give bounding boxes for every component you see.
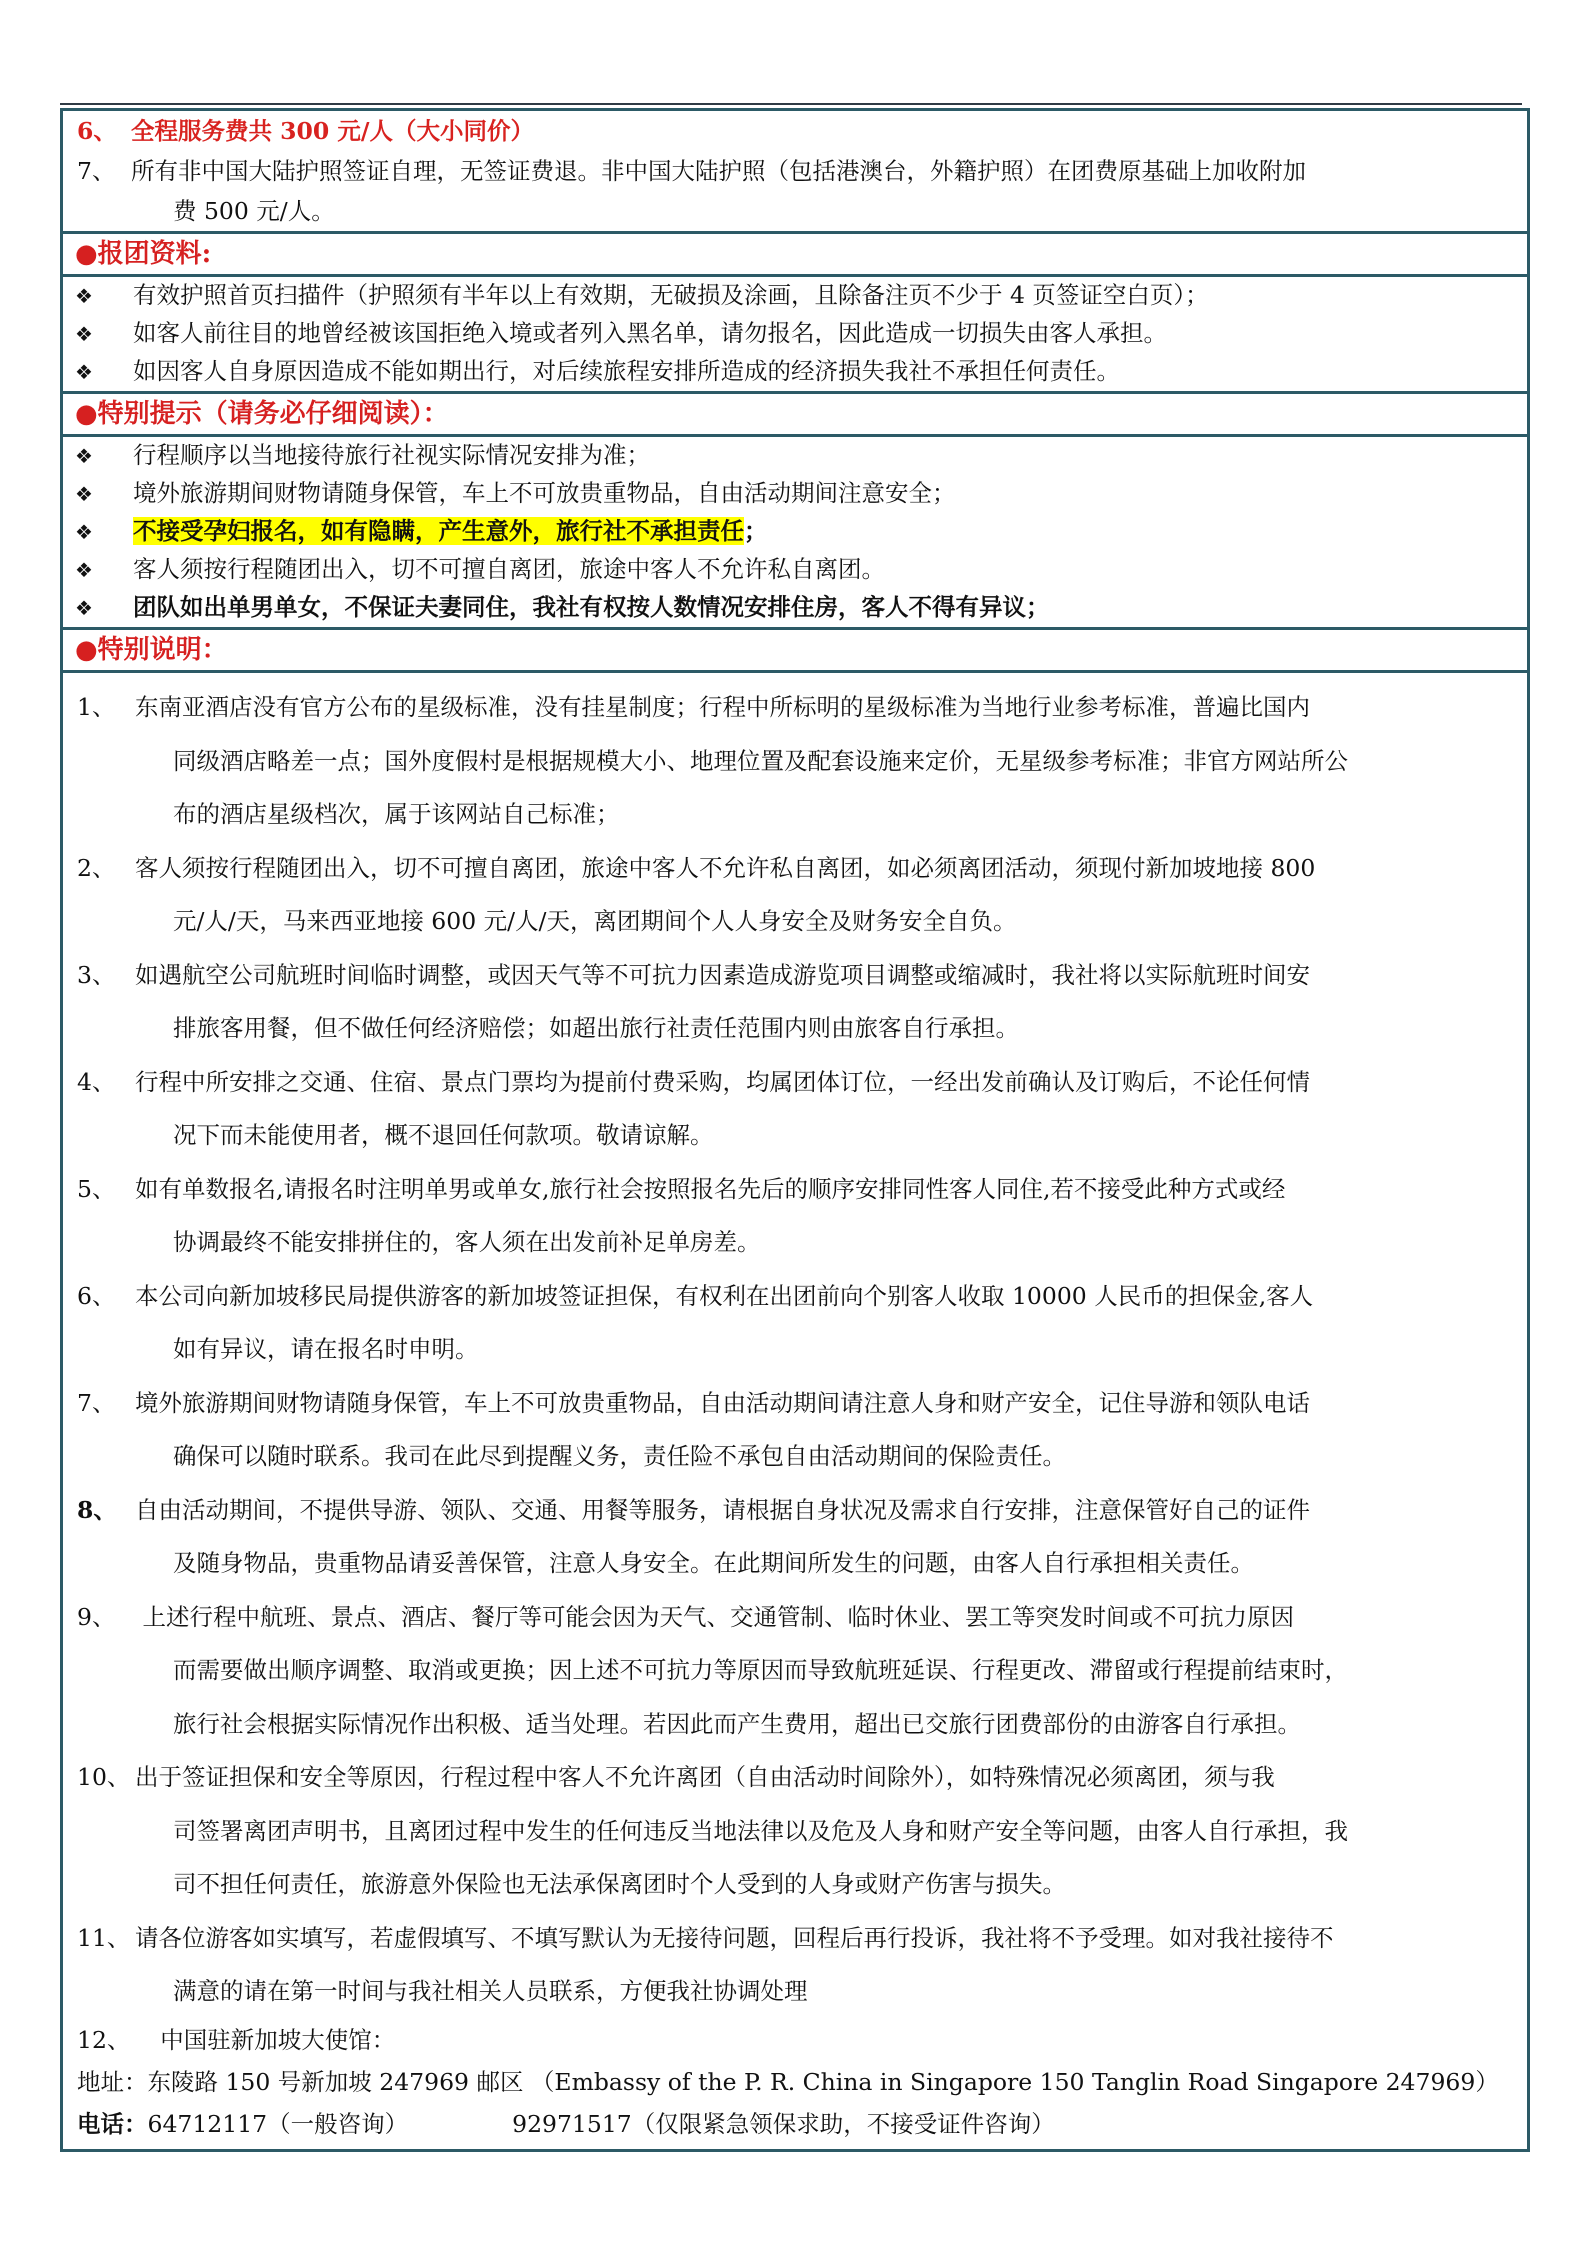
note-9-cont: 旅行社会根据实际情况作出积极、适当处理。若因此而产生费用，超出已交旅行团费部份的由游客自行承担。	[173, 1709, 1301, 1738]
notice-table	[60, 108, 1530, 2152]
list-item: ❖ 不接受孕妇报名，如有隐瞒，产生意外，旅行社不承担责任；	[63, 513, 1527, 551]
registration-header-row	[63, 234, 1527, 277]
embassy-title: 12、 中国驻新加坡大使馆：	[77, 2025, 396, 2054]
note-11-cont: 满意的请在第一时间与我社相关人员联系，方便我社协调处理	[173, 1977, 808, 2005]
registration-header: ●报团资料:	[75, 239, 212, 269]
notes-header-row	[63, 630, 1527, 673]
diamond-bullet-icon: ❖	[75, 322, 93, 346]
note-5-cont: 协调最终不能安排拼住的，客人须在出发前补足单房差。	[173, 1228, 761, 1256]
note-2-cont: 元/人/天，马来西亚地接 600 元/人/天，离团期间个人人身安全及财务安全自负。	[173, 907, 1017, 935]
note-7: 7、 境外旅游期间财物请随身保管，车上不可放贵重物品，自由活动期间请注意人身和财产安全，记住导游和领队电话	[77, 1388, 1310, 1417]
list-item: ❖ 团队如出单男单女，不保证夫妻同住，我社有权按人数情况安排住房，客人不得有异议；	[63, 589, 1527, 627]
list-item: ❖ 如客人前往目的地曾经被该国拒绝入境或者列入黑名单，请勿报名，因此造成一切损失由客人承担。	[63, 315, 1527, 353]
fee-line-7: 7、 所有非中国大陆护照签证自理，无签证费退。非中国大陆护照（包括港澳台，外籍护照）在团费原基础上加收附加	[77, 157, 1306, 185]
note-1-cont: 布的酒店星级档次，属于该网站自己标准；	[173, 800, 620, 828]
note-6-cont: 如有异议，请在报名时申明。	[173, 1335, 479, 1363]
list-item: ❖ 行程顺序以当地接待旅行社视实际情况安排为准；	[63, 437, 1527, 475]
registration-list	[63, 277, 1527, 394]
tips-header: ●特别提示（请务必仔细阅读）：	[75, 399, 449, 429]
note-1: 1、 东南亚酒店没有官方公布的星级标准，没有挂星制度；行程中所标明的星级标准为当地行业参考标准，普遍比国内	[77, 693, 1310, 721]
note-11: 11、 请各位游客如实填写，若虚假填写、不填写默认为无接待问题，回程后再行投诉，我社将不予受理。如对我社接待不	[77, 1923, 1334, 1952]
note-7-cont: 确保可以随时联系。我司在此尽到提醒义务，责任险不承包自由活动期间的保险责任。	[173, 1442, 1066, 1470]
diamond-bullet-icon: ❖	[75, 482, 93, 506]
fee-line-6: 6、 全程服务费共 300 元/人（大小同价）	[77, 117, 534, 145]
diamond-bullet-icon: ❖	[75, 520, 93, 544]
note-6: 6、 本公司向新加坡移民局提供游客的新加坡签证担保，有权利在出团前向个别客人收取 10000 人民币的担保金,客人	[77, 1281, 1314, 1310]
tips-header-row	[63, 394, 1527, 437]
note-5: 5、 如有单数报名,请报名时注明单男或单女,旅行社会按照报名先后的顺序安排同性客人同住,若不接受此种方式或经	[77, 1174, 1286, 1203]
diamond-bullet-icon: ❖	[75, 284, 93, 308]
note-2: 2、 客人须按行程随团出入，切不可擅自离团，旅途中客人不允许私自离团，如必须离团活动，须现付新加坡地接 800	[77, 853, 1316, 882]
note-10-cont: 司不担任何责任，旅游意外保险也无法承保离团时个人受到的人身或财产伤害与损失。	[173, 1870, 1066, 1898]
list-item: ❖ 客人须按行程随团出入，切不可擅自离团，旅途中客人不允许私自离团。	[63, 551, 1527, 589]
note-3: 3、 如遇航空公司航班时间临时调整，或因天气等不可抗力因素造成游览项目调整或缩减时，我社将以实际航班时间安	[77, 960, 1310, 989]
list-item: ❖ 如因客人自身原因造成不能如期出行，对后续旅程安排所造成的经济损失我社不承担任何责任。	[63, 353, 1527, 391]
embassy-address: 地址：东陵路 150 号新加坡 247969 邮区 （Embassy of the P. R. China in Singapore 150 Tanglin Road Singapore 247969）	[77, 2067, 1499, 2096]
highlighted-warning: 不接受孕妇报名，如有隐瞒，产生意外，旅行社不承担责任	[133, 517, 744, 545]
note-8-cont: 及随身物品，贵重物品请妥善保管，注意人身安全。在此期间所发生的问题，由客人自行承担相关责任。	[173, 1549, 1254, 1577]
embassy-phone: 电话：64712117（一般咨询） 92971517（仅限紧急领保求助，不接受证件咨询）	[77, 2109, 1055, 2138]
diamond-bullet-icon: ❖	[75, 558, 93, 582]
notes-list	[63, 681, 1527, 2149]
tips-list	[63, 437, 1527, 630]
note-10: 10、 出于签证担保和安全等原因，行程过程中客人不允许离团（自由活动时间除外），如特殊情况必须离团，须与我	[77, 1763, 1275, 1791]
diamond-bullet-icon: ❖	[75, 596, 93, 620]
list-item: ❖ 有效护照首页扫描件（护照须有半年以上有效期，无破损及涂画，且除备注页不少于 4 页签证空白页）；	[63, 277, 1527, 315]
page-top-rule	[60, 103, 1522, 105]
note-10-cont: 司签署离团声明书，且离团过程中发生的任何违反当地法律以及危及人身和财产安全等问题，由客人自行承担，我	[173, 1816, 1348, 1845]
diamond-bullet-icon: ❖	[75, 444, 93, 468]
note-9-cont: 而需要做出顺序调整、取消或更换；因上述不可抗力等原因而导致航班延误、行程更改、滞留或行程提前结束时，	[173, 1656, 1348, 1684]
list-item: ❖ 境外旅游期间财物请随身保管，车上不可放贵重物品，自由活动期间注意安全；	[63, 475, 1527, 513]
diamond-bullet-icon: ❖	[75, 360, 93, 384]
note-9: 9、 上述行程中航班、景点、酒店、餐厅等可能会因为天气、交通管制、临时休业、罢工等突发时间或不可抗力原因	[77, 1602, 1294, 1631]
fees-continued-section	[63, 111, 1527, 234]
fee-line-7-cont: 费 500 元/人。	[173, 197, 335, 225]
note-8: 8、 自由活动期间，不提供导游、领队、交通、用餐等服务，请根据自身状况及需求自行安排，注意保管好自己的证件	[77, 1495, 1310, 1524]
note-4-cont: 况下而未能使用者，概不退回任何款项。敬请谅解。	[173, 1121, 714, 1149]
note-1-cont: 同级酒店略差一点；国外度假村是根据规模大小、地理位置及配套设施来定价，无星级参考标准；非官方网站所公	[173, 746, 1348, 775]
note-4: 4、 行程中所安排之交通、住宿、景点门票均为提前付费采购，均属团体订位，一经出发前确认及订购后，不论任何情	[77, 1067, 1310, 1096]
notes-header: ●特别说明：	[75, 635, 228, 665]
note-3-cont: 排旅客用餐，但不做任何经济赔偿；如超出旅行社责任范围内则由旅客自行承担。	[173, 1014, 1019, 1042]
